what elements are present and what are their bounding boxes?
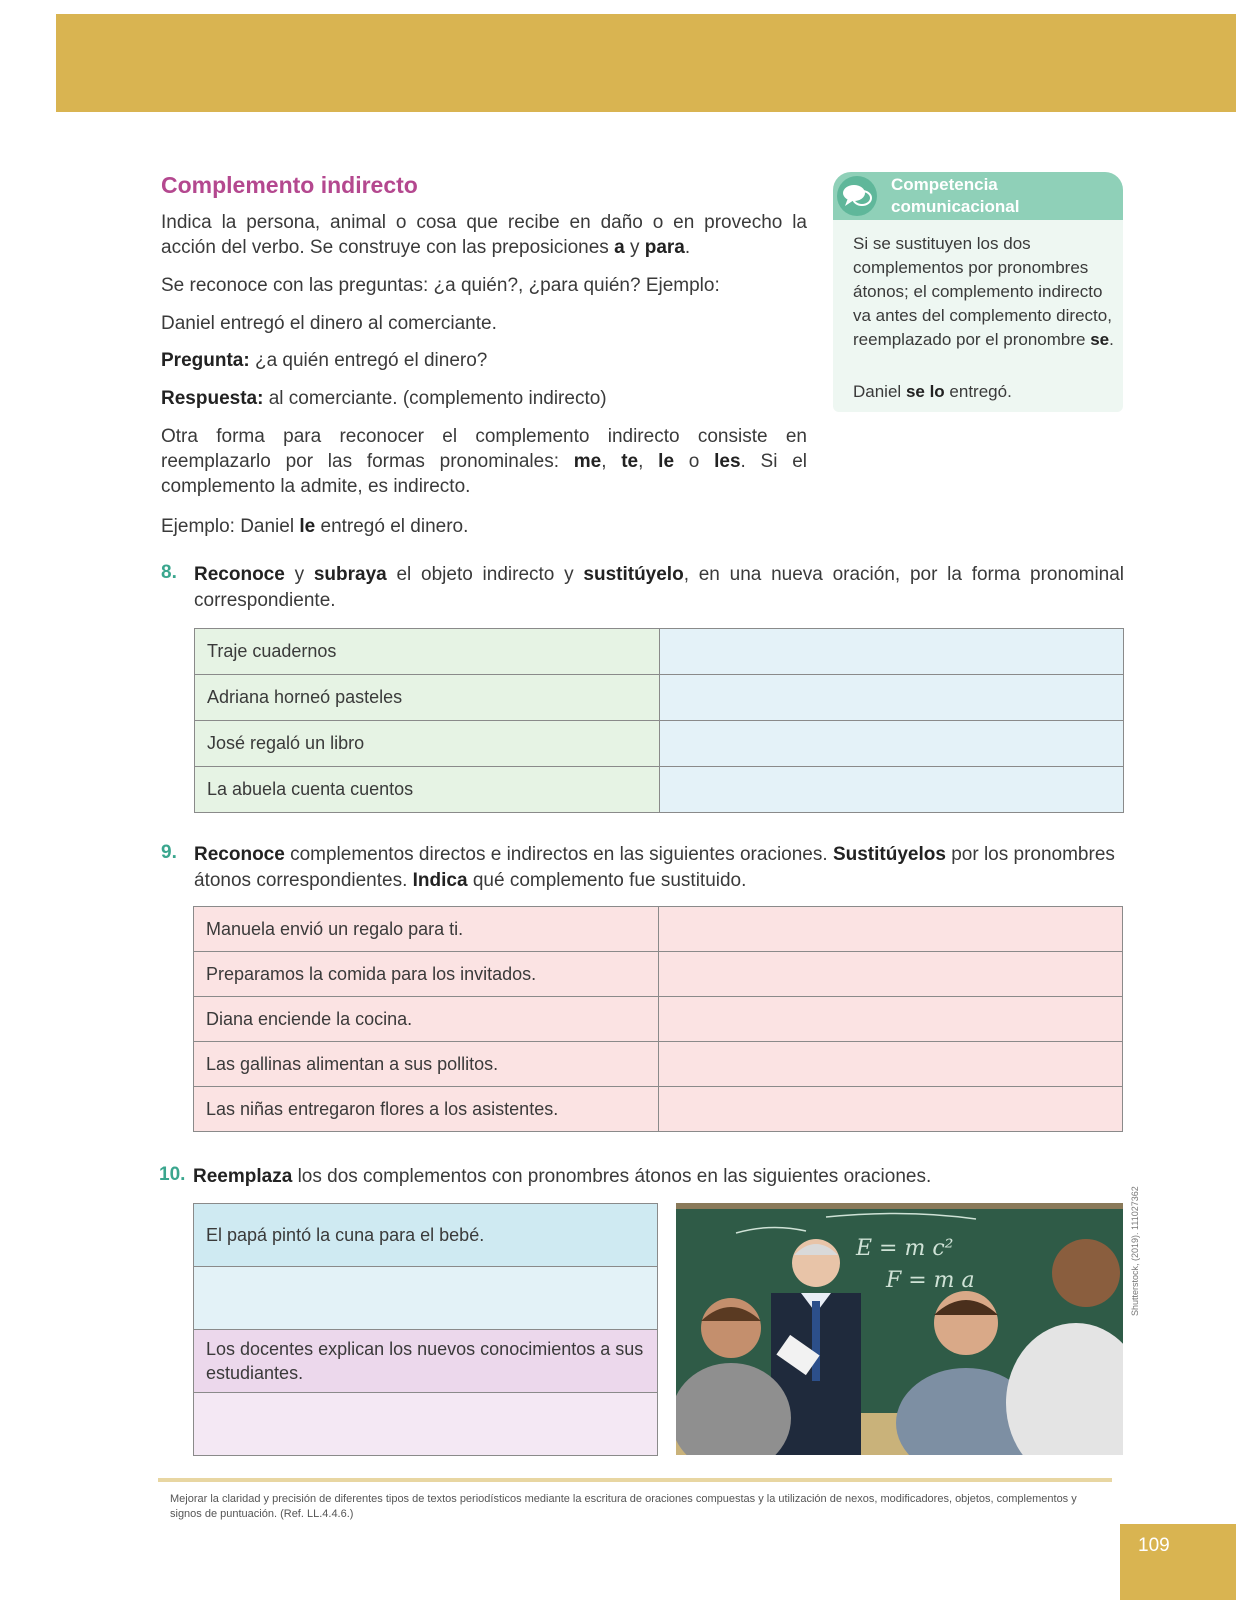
exercise-10-answer-field[interactable]	[194, 1393, 658, 1456]
exercise-9-instruction: Reconoce complementos directos e indirectos en las siguientes oraciones. Sustitúyelos por los pronombres átonos correspondientes. Indica qué complemento fue sustituido.	[194, 844, 1115, 891]
footer-divider	[158, 1478, 1112, 1482]
table-row	[194, 997, 1123, 1042]
exercise-9-number: 9.	[161, 842, 177, 863]
speech-bubble-icon	[837, 176, 877, 216]
exercise-10-table	[193, 1203, 658, 1456]
exercise-8-instruction: Reconoce y subraya el objeto indirecto y sustitúyelo, en una nueva oración, por la forma pronominal correspondiente.	[194, 564, 1125, 611]
sidebox-title: Competencia comunicacional	[891, 175, 1020, 216]
question-line: Pregunta: ¿a quién entregó el dinero?	[161, 350, 488, 371]
formula-energy: E = m c²	[856, 1236, 954, 1261]
exercise-8-answer-field[interactable]	[660, 767, 1124, 813]
example-sentence: Daniel entregó el dinero al comerciante.	[161, 313, 497, 334]
exercise-9-sentence: Diana enciende la cocina.	[194, 997, 659, 1042]
exercise-8-number: 8.	[161, 562, 177, 583]
exercise-9-sentence: Las niñas entregaron flores a los asistentes.	[194, 1087, 659, 1132]
table-row	[194, 1204, 658, 1267]
formula-force: F = m a	[886, 1268, 975, 1293]
classroom-photo	[676, 1203, 1123, 1455]
exercise-8-sentence: José regaló un libro	[195, 721, 660, 767]
footer-reference: Mejorar la claridad y precisión de diferentes tipos de textos periodísticos mediante la escritura de oraciones compuestas y la utilización de nexos, modificadores, objetos, complementos y signos de puntuación. (Ref. LL.4.4.6.)	[170, 1493, 1077, 1520]
exercise-9-answer-field[interactable]	[659, 1087, 1123, 1132]
definition-paragraph: Indica la persona, animal o cosa que recibe en daño o en provecho la acción del verbo. Se construye con las preposiciones a y para.	[161, 212, 807, 258]
exercise-9-sentence: Manuela envió un regalo para ti.	[194, 907, 659, 952]
table-row	[195, 767, 1124, 813]
exercise-9-answer-field[interactable]	[659, 907, 1123, 952]
sidebox-text: Si se sustituyen los dos complementos por pronombres átonos; el complemento indirecto va antes del complemento directo, reemplazado por el pronombre se.	[853, 234, 1114, 349]
pronoun-example: Ejemplo: Daniel le entregó el dinero.	[161, 516, 469, 537]
exercise-8-answer-field[interactable]	[660, 675, 1124, 721]
exercise-8-sentence: La abuela cuenta cuentos	[195, 767, 660, 813]
table-row	[194, 907, 1123, 952]
table-row	[194, 1267, 658, 1330]
exercise-9-answer-field[interactable]	[659, 1042, 1123, 1087]
exercise-9-sentence: Las gallinas alimentan a sus pollitos.	[194, 1042, 659, 1087]
exercise-10-sentence: El papá pintó la cuna para el bebé.	[194, 1204, 658, 1267]
table-row	[194, 1087, 1123, 1132]
exercise-10-sentence: Los docentes explican los nuevos conocimientos a sus estudiantes.	[194, 1330, 658, 1393]
table-row	[194, 1393, 658, 1456]
exercise-10-instruction: Reemplaza los dos complementos con pronombres átonos en las siguientes oraciones.	[193, 1166, 932, 1187]
table-row	[194, 952, 1123, 997]
exercise-9-answer-field[interactable]	[659, 952, 1123, 997]
table-row	[194, 1042, 1123, 1087]
sidebox-example: Daniel se lo entregó.	[853, 382, 1012, 401]
exercise-8-sentence: Adriana horneó pasteles	[195, 675, 660, 721]
exercise-8-table	[194, 628, 1124, 813]
exercise-8-answer-field[interactable]	[660, 629, 1124, 675]
exercise-9-sentence: Preparamos la comida para los invitados.	[194, 952, 659, 997]
competence-sidebox	[833, 172, 1123, 412]
pronoun-paragraph: Otra forma para reconocer el complemento indirecto consiste en reemplazarlo por las formas pronominales: me, te, le o les. Si el complemento la admite, es indirecto.	[161, 426, 807, 497]
page-number: 109	[1138, 1535, 1170, 1556]
answer-line: Respuesta: al comerciante. (complemento indirecto)	[161, 388, 607, 409]
table-row	[195, 629, 1124, 675]
exercise-9-answer-field[interactable]	[659, 997, 1123, 1042]
questions-paragraph: Se reconoce con las preguntas: ¿a quién?, ¿para quién? Ejemplo:	[161, 275, 720, 296]
exercise-8-answer-field[interactable]	[660, 721, 1124, 767]
section-title: Complemento indirecto	[161, 172, 418, 198]
exercise-10-answer-field[interactable]	[194, 1267, 658, 1330]
sidebox-header	[833, 172, 1123, 220]
table-row	[195, 675, 1124, 721]
table-row	[194, 1330, 658, 1393]
exercise-8-sentence: Traje cuadernos	[195, 629, 660, 675]
top-band	[56, 14, 1236, 112]
table-row	[195, 721, 1124, 767]
exercise-10-number: 10.	[159, 1164, 186, 1185]
photo-credit: Shutterstock, (2019). 111027362	[1130, 1186, 1140, 1316]
exercise-9-table	[193, 906, 1123, 1132]
